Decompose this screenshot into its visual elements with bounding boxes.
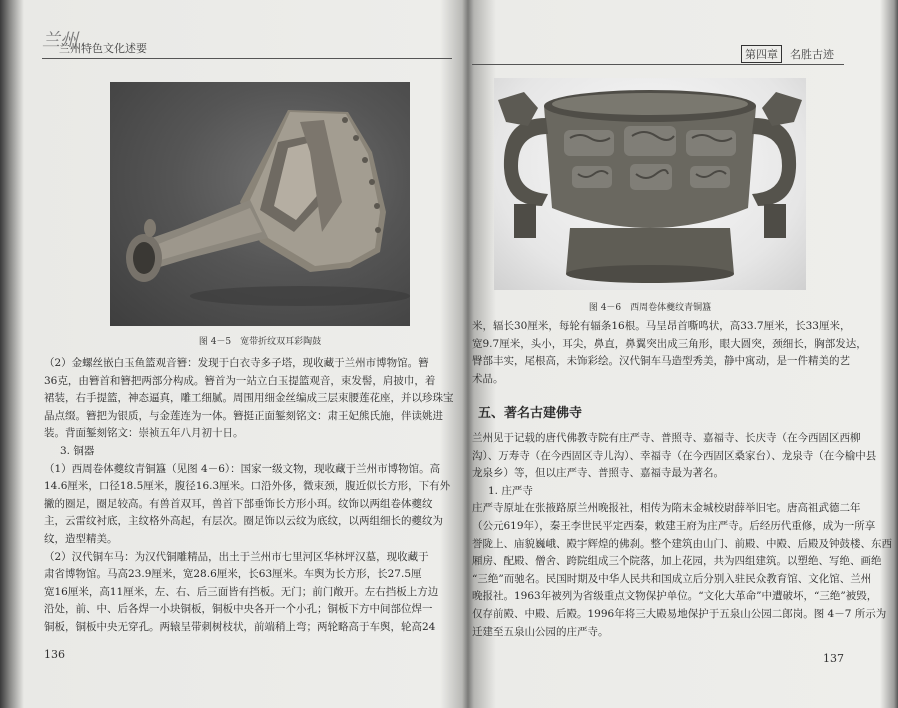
left-running-head: 兰州特色文化述要	[59, 42, 147, 55]
chapter-label: 第四章	[741, 45, 782, 63]
bronze-gui-vessel-image	[494, 78, 806, 290]
paragraph-line: 铜板，铜板中央无穿孔。两辕呈带刺树枝状，前端稍上弯；两轮略高于车舆，轮高24	[44, 620, 436, 633]
paragraph-line: 沟）、万寿寺（在今西固区寺儿沟）、幸福寺（在今西固区桑家台）、龙泉寺（在今榆中县	[472, 449, 877, 462]
paragraph-line: 迁建至五泉山公园的庄严寺。	[472, 625, 609, 638]
paragraph-line: 龙泉乡）等，但以庄严寺、普照寺、嘉福寺最为著名。	[472, 467, 724, 480]
subheading-bronze: 3. 铜器	[60, 444, 95, 457]
right-header-rule	[472, 64, 844, 65]
figure-4-6-photo	[494, 78, 806, 290]
paragraph-line: 宽9.7厘米，头小，耳尖，鼻直，鼻翼突出成三角形，眼大圆突，颈细长，胸部发达，	[472, 337, 867, 350]
paragraph-line: 厢房、配殿、僧舍、跨院组成三个院落，加上花园，共为四组建筑。以塑绝、写绝、画绝	[472, 555, 882, 568]
subheading-zhuangyan-temple: 1. 庄严寺	[488, 484, 533, 497]
paragraph-line: 术品。	[472, 372, 504, 385]
paragraph-line: （2）汉代铜车马：为汉代铜雕精品，出土于兰州市七里河区华林坪汉墓，现收藏于	[44, 550, 429, 563]
paragraph-line: 仅存前殿、中殿、后殿。1996年将三大殿易地保护于五泉山公园二郎岗。图 4－7 所示为	[472, 607, 887, 620]
chapter-title: 名胜古迹	[790, 48, 834, 61]
paragraph-line: 装。背面錾刻铭文：崇祯五年八月初十日。	[44, 427, 244, 440]
left-header-rule	[42, 58, 452, 59]
left-page	[14, 0, 466, 708]
paragraph-line: 裙装，右手提篮，神态逼真，雕工细腻。周围用细金丝编成三层束腰莲花座，并以珍珠宝	[44, 392, 454, 405]
paragraph-line: 晚报社。1963年被列为省级重点文物保护单位。“文化大革命”中遭破坏，“三绝”被毁，	[472, 590, 878, 603]
paragraph-line: （2）金螺丝嵌白玉鱼篮观音簪：发现于白衣寺多子塔，现收藏于兰州市博物馆。簪	[44, 357, 429, 369]
right-body-text-bottom	[472, 430, 890, 641]
left-body-text	[44, 355, 464, 637]
running-head-logo: 兰州	[42, 30, 78, 51]
paragraph-line: （1）西周卷体夔纹青铜簋（见图 4－6）：国家一级文物，现收藏于兰州市博物馆。高	[44, 462, 441, 475]
paragraph-line: 米，辐长30厘米，每轮有辐条16根。马呈昂首嘶鸣状，高33.7厘米，长33厘米，	[472, 320, 851, 332]
figure-4-6-caption: 图 4－6 西周卷体夔纹青铜簋	[588, 303, 712, 313]
paragraph-line: 庄严寺原址在张掖路原兰州晚报社，相传为隋末金城校尉薛举旧宅。唐高祖武德二年	[472, 502, 861, 515]
right-body-text-top	[472, 318, 890, 388]
paragraph-line: 36克，由簪首和簪把两部分构成。簪首为一站立白玉提篮观音，束发髻，肩披巾，着	[44, 374, 436, 387]
paragraph-line: （公元619年），秦王李世民平定西秦，敕建王府为庄严寺。后经历代重修，成为一所享	[472, 519, 876, 532]
right-page	[472, 0, 892, 708]
paragraph-line: 14.6厘米，口径18.5厘米，腹径16.3厘米。口沿外侈，微束颈，腹近似长方形，下有外	[44, 480, 451, 493]
paragraph-line: 兰州见于记载的唐代佛教寺院有庄严寺、普照寺、嘉福寺、长庆寺（在今西固区西柳	[472, 432, 861, 444]
paragraph-line: 沿处，前、中、后各焊一小块铜板，铜板中央各开一个小孔；铜板下方中间部位焊一	[44, 603, 433, 616]
right-running-head	[741, 45, 834, 63]
figure-4-5-photo	[110, 82, 410, 326]
paragraph-line: 臀部丰实，尾根高，未饰彩绘。汉代铜车马造型秀美，静中寓动，是一件精美的艺	[472, 355, 850, 368]
paragraph-line: 主，云雷纹衬底，主纹格外高起，有层次。圈足饰以云纹为底纹，以两组细长的夔纹为	[44, 515, 443, 528]
right-page-number: 137	[823, 652, 844, 665]
left-page-number: 136	[44, 648, 65, 661]
paragraph-line: 肃省博物馆。马高23.9厘米，宽28.6厘米，长63厘米。车舆为长方形，长27.5厘	[44, 568, 422, 581]
paragraph-line: 纹，造型精美。	[44, 532, 118, 545]
paragraph-line: 宽16厘米，高11厘米，左、右、后三面皆有挡板。无门；前门敞开。左右挡板上方边	[44, 585, 439, 598]
painted-pottery-drum-image	[110, 82, 410, 326]
paragraph-line: 晶点缀。簪把为银质，与金莲连为一体。簪挺正面錾刻铭文：肃王妃熊氏施，伴读姚进	[44, 409, 443, 422]
paragraph-line: 撇的圈足，圈足较高。有兽首双耳，兽首下部垂饰长方形小珥。纹饰以两组卷体夔纹	[44, 497, 433, 510]
section-title-temples: 五、著名古建佛寺	[478, 406, 583, 421]
figure-4-5-caption: 图 4－5 宽带折纹双耳彩陶鼓	[198, 337, 322, 347]
paragraph-line: “三绝”而驰名。民国时期及中华人民共和国成立后分别入驻民众教育馆、文化馆、兰州	[472, 572, 872, 585]
paragraph-line: 誉陇上、庙貌巍峨、殿宇辉煌的佛刹。整个建筑由山门、前殿、中殿、后殿及钟鼓楼、东西	[472, 537, 892, 550]
